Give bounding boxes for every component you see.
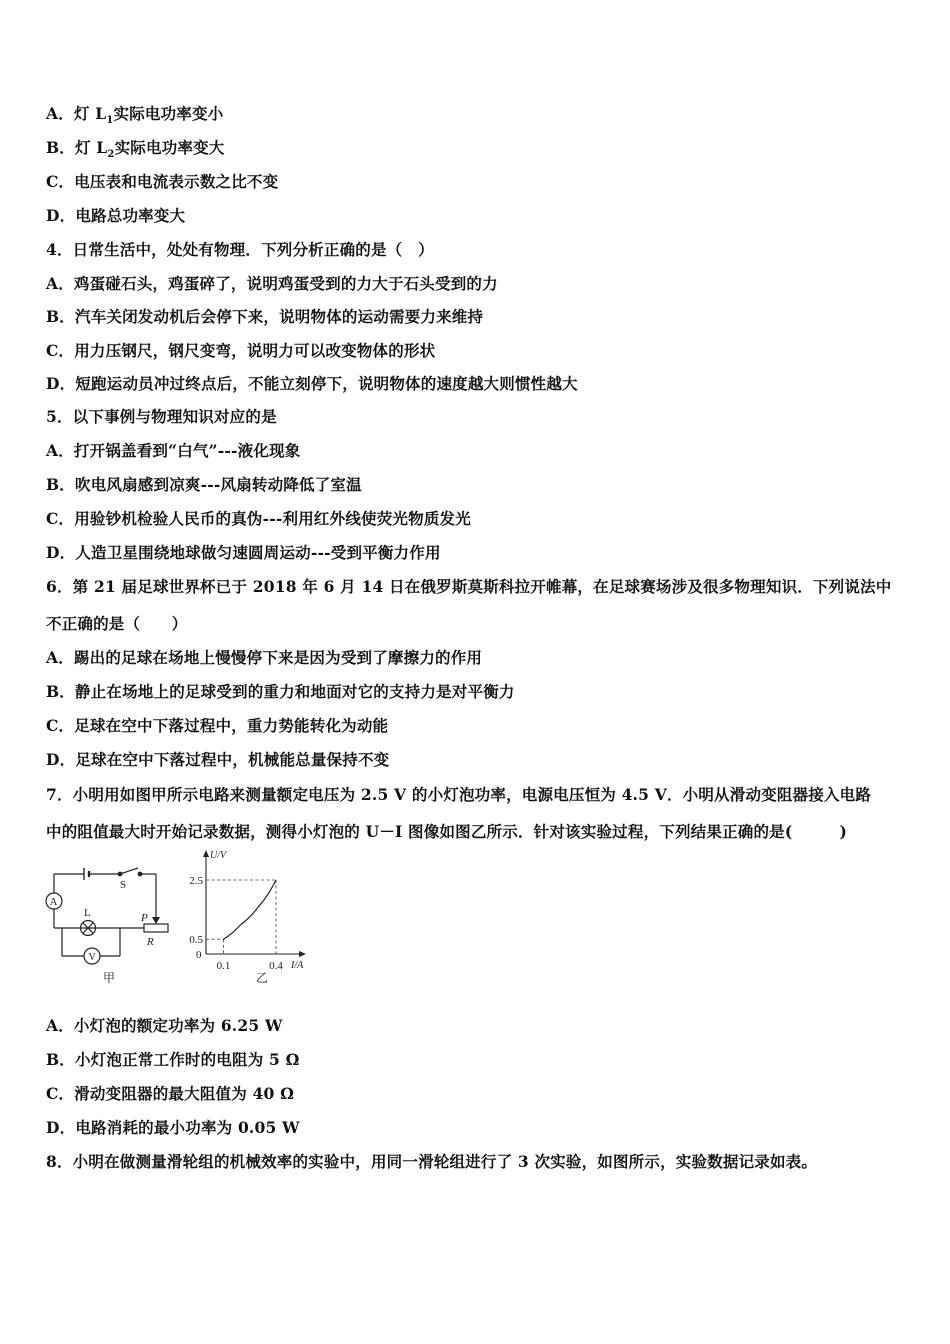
y-axis-arrow: [203, 850, 209, 857]
q6-stem-line1: 6．第 21 届足球世界杯已于 2018 年 6 月 14 日在俄罗斯莫斯科拉开帷幕，在足球赛场涉及很多物理知识．下列说法中: [46, 577, 892, 596]
q7-option-a: A．小灯泡的额定功率为 6.25 W: [46, 1016, 283, 1035]
slider-label: P: [141, 912, 148, 924]
rheostat: [144, 924, 168, 932]
q4-option-a: A．鸡蛋碰石头，鸡蛋碎了，说明鸡蛋受到的力大于石头受到的力: [46, 274, 498, 293]
q7-option-d: D．电路消耗的最小功率为 0.05 W: [46, 1118, 300, 1137]
y-tick-low: 0.5: [189, 934, 203, 947]
lamp-label: L: [84, 907, 91, 919]
x-tick-low: 0.1: [216, 960, 231, 972]
origin-label: 0: [196, 949, 202, 961]
voltmeter-label: V: [88, 952, 96, 963]
ui-graph: [189, 850, 306, 985]
switch-lever: [120, 868, 138, 874]
q3-option-c: C．电压表和电流表示数之比不变: [46, 172, 279, 191]
guide-lines: [206, 880, 276, 954]
q7-stem-line1: 7．小明用如图甲所示电路来测量额定电压为 2.5 V 的小灯泡功率，电源电压恒为 4.5 V．小明从滑动变阻器接入电路: [46, 785, 872, 804]
graph-caption: 乙: [255, 971, 269, 985]
q4-option-d: D．短跑运动员冲过终点后，不能立刻停下，说明物体的速度越大则惯性越大: [46, 374, 578, 393]
q3-option-a: A．灯 $L_1$实际电功率变小: [46, 104, 224, 127]
y-tick-high: 2.5: [189, 875, 203, 887]
q5-option-a: A．打开锅盖看到“白气”---液化现象: [46, 441, 301, 460]
q7-stem-line2: 中的阻值最大时开始记录数据，测得小灯泡的 U－I 图像如图乙所示．针对该实验过程，下列结果正确的是( ): [46, 822, 848, 841]
q6-option-c: C．足球在空中下落过程中，重力势能转化为动能: [46, 716, 389, 735]
q4-option-c: C．用力压钢尺，钢尺变弯，说明力可以改变物体的形状: [46, 341, 436, 360]
q7-figure-svg: [40, 848, 330, 993]
q6-option-b: B．静止在场地上的足球受到的重力和地面对它的支持力是对平衡力: [46, 682, 515, 701]
q3-option-b: B．灯 $L_2$实际电功率变大: [46, 138, 225, 161]
q8-stem: 8．小明在做测量滑轮组的机械效率的实验中，用同一滑轮组进行了 3 次实验，如图所示，实验数据记录如表。: [46, 1152, 818, 1171]
ammeter-label: A: [49, 896, 58, 908]
circuit-labels: [50, 879, 155, 985]
q5-option-d: D．人造卫星围绕地球做匀速圆周运动---受到平衡力作用: [46, 543, 441, 562]
q4-option-b: B．汽车关闭发动机后会停下来，说明物体的运动需要力来维持: [46, 307, 484, 326]
circuit-diagram: [46, 868, 168, 964]
q6-stem-line2: 不正确的是（ ）: [46, 614, 188, 633]
q5-option-b: B．吹电风扇感到凉爽---风扇转动降低了室温: [46, 475, 362, 494]
ui-curve: [224, 880, 277, 939]
x-tick-high: 0.4: [269, 960, 283, 972]
q5-stem: 5．以下事例与物理知识对应的是: [46, 407, 277, 426]
q5-option-c: C．用验钞机检验人民币的真伪---利用红外线使荧光物质发光: [46, 509, 471, 528]
rheostat-label: R: [147, 936, 154, 948]
q4-stem: 4．日常生活中，处处有物理．下列分析正确的是（ ）: [46, 240, 434, 259]
q7-figure: [40, 848, 330, 997]
x-axis-arrow: [299, 951, 306, 957]
switch-label: S: [120, 879, 127, 891]
x-axis-label: I/A: [291, 960, 304, 971]
q6-option-a: A．踢出的足球在场地上慢慢停下来是因为受到了摩擦力的作用: [46, 648, 483, 667]
q7-option-b: B．小灯泡正常工作时的电阻为 5 Ω: [46, 1050, 300, 1069]
q3-option-d: D．电路总功率变大: [46, 206, 186, 225]
slider-arrow: [152, 917, 160, 924]
circuit-caption: 甲: [103, 971, 116, 985]
y-axis-label: U/V: [210, 850, 227, 861]
q7-option-c: C．滑动变阻器的最大阻值为 40 Ω: [46, 1084, 295, 1103]
q6-option-d: D．足球在空中下落过程中，机械能总量保持不变: [46, 750, 390, 769]
